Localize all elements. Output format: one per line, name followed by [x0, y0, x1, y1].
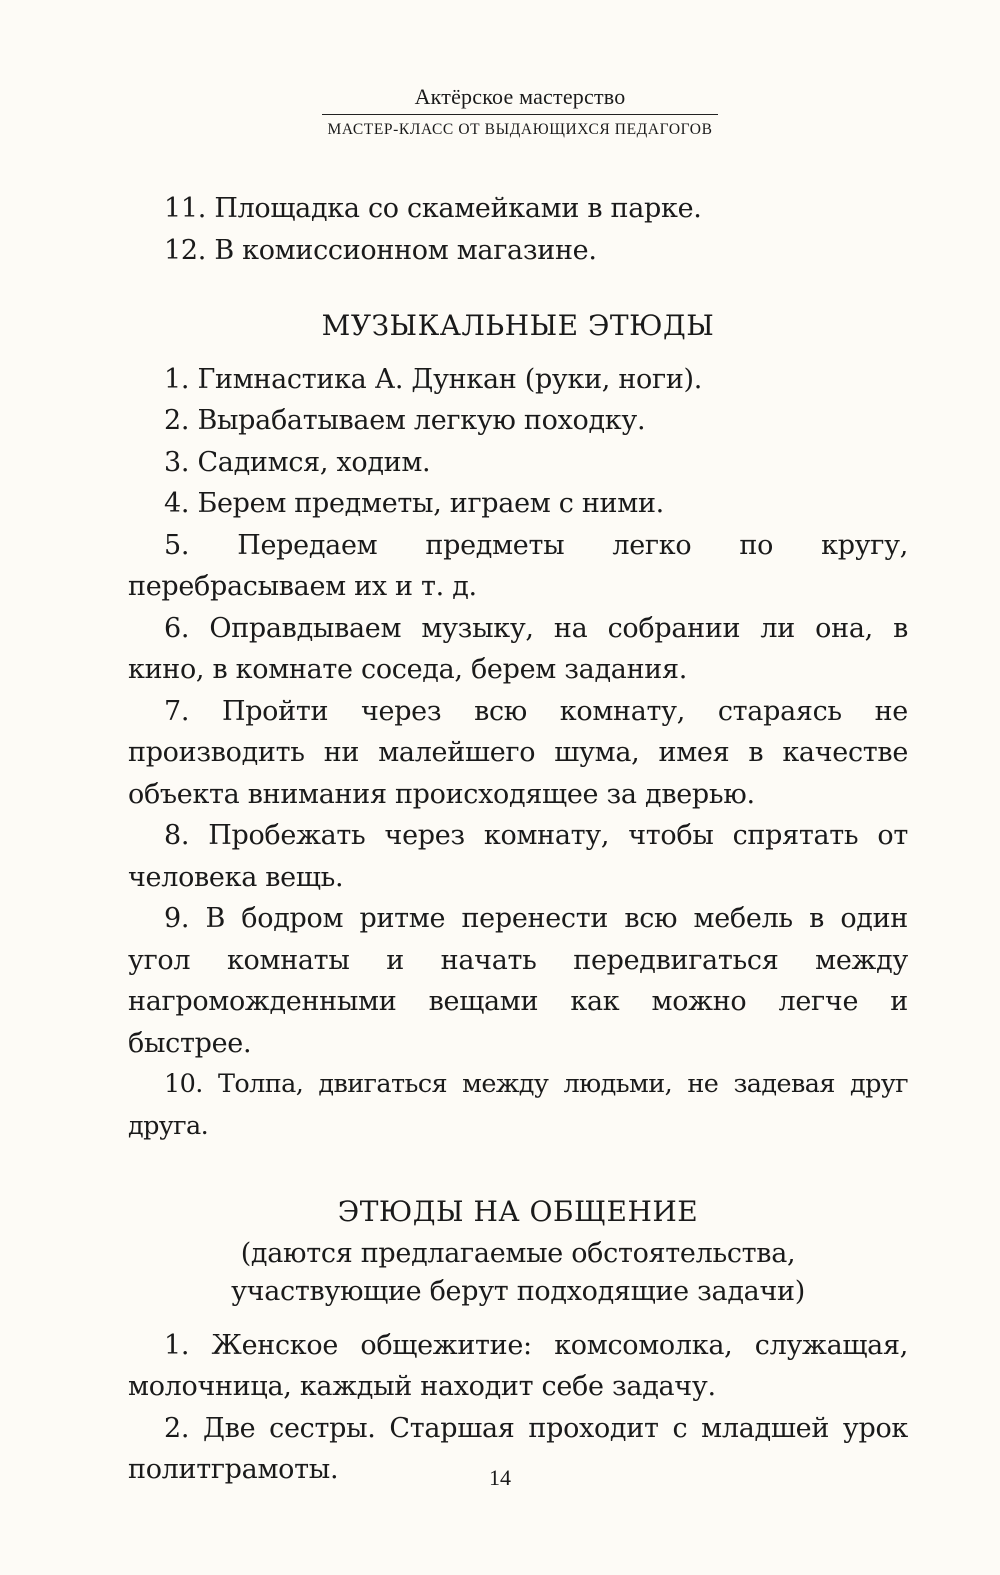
section-heading-communication: ЭТЮДЫ НА ОБЩЕНИЕ: [337, 1195, 699, 1228]
list-item: 11. Площадка со скамейками в парке.: [164, 193, 702, 224]
list-item: 9. В бодром ритме перенести всю мебель в один угол комнаты и начать передвигаться между нагроможденными вещами как можно легче и быстрее.: [128, 903, 908, 1059]
list-item: 2. Две сестры. Старшая проходит с младшей урок политграмоты.: [128, 1412, 908, 1485]
list-item: 7. Пройти через всю комнату, стараясь не производить ни малейшего шума, имея в качестве объекта внимания происходящее за дверью.: [128, 695, 908, 810]
list-item: 4. Берем предметы, играем с ними.: [164, 488, 664, 519]
list-item: 10. Толпа, двигаться между людьми, не задевая друг друга.: [128, 1069, 908, 1141]
list-item: 5. Передаем предметы легко по кругу, перебрасываем их и т. д.: [128, 529, 908, 602]
page-number: 14: [489, 1465, 511, 1490]
list-item: 12. В комиссионном магазине.: [164, 234, 597, 266]
page-body: [128, 188, 908, 1491]
list-item: 1. Гимнастика А. Дункан (руки, ноги).: [164, 363, 703, 395]
book-title: Актёрское мастерство: [322, 84, 718, 115]
section-subheading: (даются предлагаемые обстоятельства,: [240, 1237, 796, 1269]
section-subheading: участвующие берут подходящие задачи): [231, 1275, 805, 1307]
list-item: 1. Женское общежитие: комсомолка, служащая, молочница, каждый находит себе задачу.: [128, 1329, 908, 1402]
section-heading-music: МУЗЫКАЛЬНЫЕ ЭТЮДЫ: [321, 309, 715, 342]
list-item: 2. Вырабатываем легкую походку.: [164, 405, 646, 436]
list-item: 6. Оправдываем музыку, на собрании ли она, в кино, в комнате соседа, берем задания.: [128, 612, 908, 685]
list-item: 3. Садимся, ходим.: [164, 446, 431, 478]
running-header: [322, 84, 718, 141]
list-item: 8. Пробежать через комнату, чтобы спрятать от человека вещь.: [128, 820, 908, 893]
book-subtitle: МАСТЕР-КЛАСС ОТ ВЫДАЮЩИХСЯ ПЕДАГОГОВ: [327, 121, 713, 138]
